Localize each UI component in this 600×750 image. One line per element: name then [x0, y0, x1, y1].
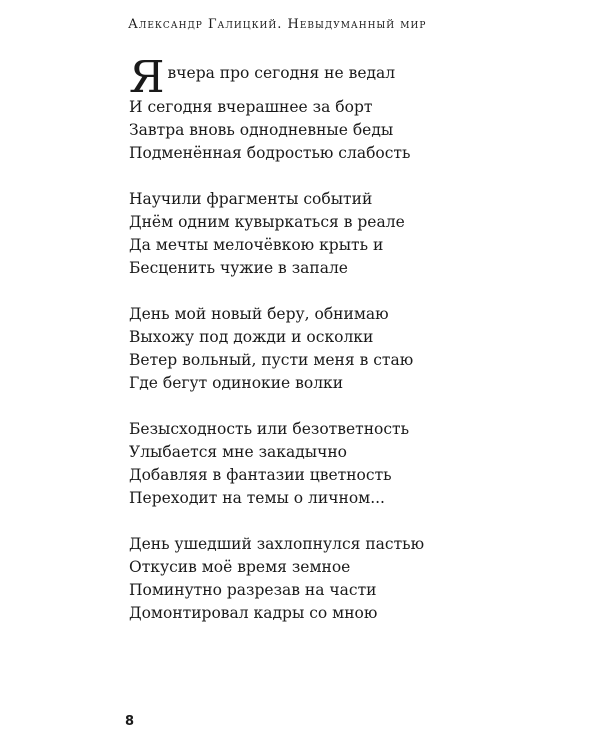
- poem-line: Переходит на темы о личном...: [129, 489, 385, 507]
- poem-line-text: вчера про сегодня не ведал: [167, 64, 396, 82]
- running-header: Александр Галицкий. Невыдуманный мир: [128, 17, 427, 32]
- poem-line: Домонтировал кадры со мною: [129, 604, 378, 622]
- poem-line: Откусив моё время земное: [129, 558, 351, 576]
- poem-line: Подменённая бодростью слабость: [129, 144, 411, 162]
- page-number: 8: [125, 714, 135, 729]
- stanza-1: [129, 52, 569, 165]
- stanza-3: [129, 303, 569, 395]
- poem-line: [129, 52, 569, 103]
- stanza-2: [129, 188, 569, 280]
- poem-line: Бесценить чужие в запале: [129, 259, 348, 277]
- poem: [129, 52, 569, 648]
- stanza-4: [129, 418, 569, 510]
- poem-line: Научили фрагменты событий: [129, 190, 373, 208]
- poem-line: Днём одним кувыркаться в реале: [129, 213, 405, 231]
- poem-line: Ветер вольный, пусти меня в стаю: [129, 351, 414, 369]
- stanza-5: [129, 533, 569, 625]
- drop-cap: Я: [129, 52, 165, 103]
- poem-line: Добавляя в фантазии цветность: [129, 466, 392, 484]
- poem-line: И сегодня вчерашнее за борт: [129, 98, 373, 116]
- poem-line: Завтра вновь однодневные беды: [129, 121, 394, 139]
- poem-line: Да мечты мелочёвкою крыть и: [129, 236, 384, 254]
- poem-line: Безысходность или безответность: [129, 420, 410, 438]
- poem-line: День ушедший захлопнулся пастью: [129, 535, 425, 553]
- poem-line: Выхожу под дожди и осколки: [129, 328, 374, 346]
- poem-line: День мой новый беру, обнимаю: [129, 305, 389, 323]
- poem-line: Улыбается мне закадычно: [129, 443, 347, 461]
- poem-line: Где бегут одинокие волки: [129, 374, 344, 392]
- poem-line: Поминутно разрезав на части: [129, 581, 377, 599]
